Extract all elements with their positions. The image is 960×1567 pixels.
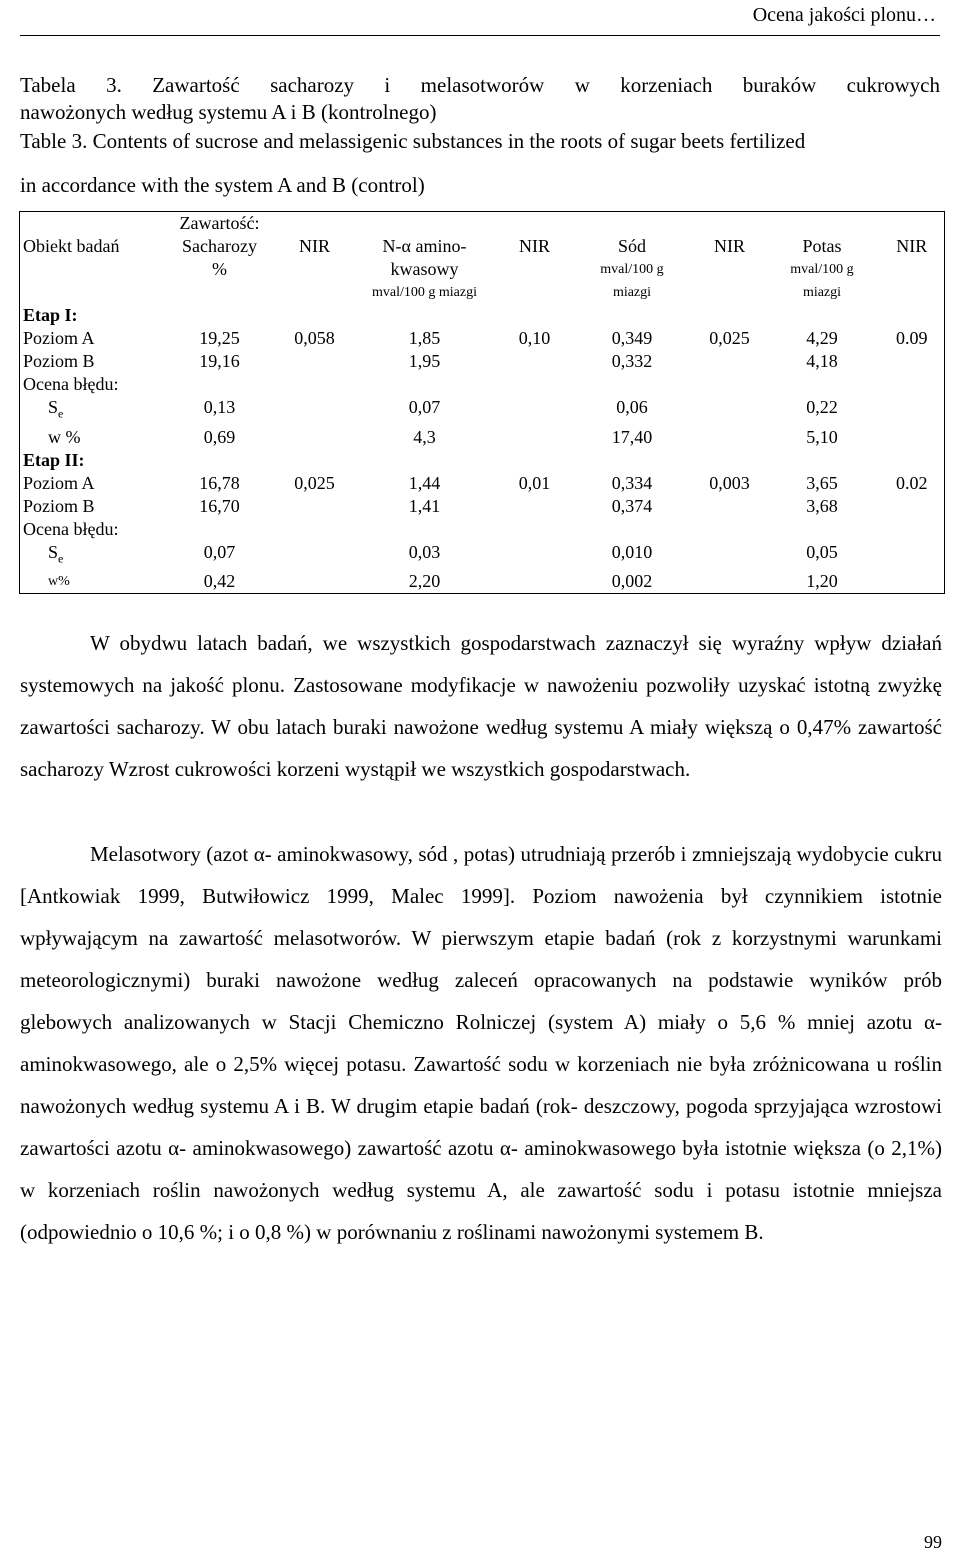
header-sacharozy: Sacharozy (182, 236, 257, 256)
table-row (20, 495, 945, 518)
table-row (20, 426, 945, 449)
table-cell (280, 541, 350, 571)
header-potas-miazgi: miazgi (802, 285, 842, 300)
table-cell (500, 426, 570, 449)
table-cell: 0,025 (709, 328, 750, 348)
table-cell: 1,41 (408, 495, 441, 516)
table-cell: 0,349 (611, 328, 653, 348)
table-cell: 1,20 (806, 571, 838, 592)
header-row-1 (20, 212, 945, 236)
header-nir-3: NIR (714, 236, 745, 256)
table-cell (280, 350, 350, 373)
table-cell (280, 449, 350, 472)
table-row (20, 373, 945, 396)
table-cell (280, 304, 350, 327)
table-cell (280, 518, 350, 541)
header-sod-miazgi: miazgi (612, 285, 652, 300)
table-cell (500, 396, 570, 426)
row-label: Etap I: (23, 305, 78, 325)
row-label: Ocena błędu: (23, 374, 119, 394)
header-row-4 (20, 281, 945, 304)
table-cell: 0,025 (294, 472, 335, 493)
table-cell (280, 426, 350, 449)
row-label: Poziom A (23, 328, 95, 348)
table-cell: 16,70 (199, 495, 240, 516)
data-table (19, 211, 945, 594)
header-potas-unit: mval/100 g (790, 262, 854, 277)
table-cell: 0,003 (709, 472, 750, 493)
row-label: w % (48, 426, 81, 447)
table-caption-pl-line1: Tabela 3. Zawartość sacharozy i melasotworów w korzeniach buraków cukrowych (20, 73, 940, 97)
header-row-3 (20, 258, 945, 281)
row-label: $S_e$ (48, 541, 64, 566)
table-cell: 4,3 (413, 426, 436, 447)
table-cell (695, 350, 765, 373)
table-cell: 0,01 (518, 472, 551, 493)
table-cell (695, 518, 765, 541)
header-sod: Sód (617, 236, 646, 256)
table-row (20, 449, 945, 472)
table-cell (500, 541, 570, 571)
table-row (20, 570, 945, 594)
row-label: Etap II: (23, 449, 85, 470)
table-cell: 0,42 (203, 571, 236, 592)
table-cell (280, 495, 350, 518)
table-cell (880, 541, 945, 571)
header-amino-unit: mval/100 g miazgi (372, 285, 477, 300)
table-row (20, 541, 945, 571)
table-cell: 17,40 (611, 426, 653, 447)
table-caption-en-line2: in accordance with the system A and B (control) (20, 173, 425, 197)
header-kwasowy: kwasowy (390, 259, 459, 279)
table-cell (880, 449, 945, 472)
table-cell (695, 396, 765, 426)
table-cell: 0,13 (203, 397, 236, 417)
running-head: Ocena jakości plonu… (752, 4, 936, 26)
table-cell: 19,25 (199, 328, 240, 348)
table-cell: 0,332 (611, 351, 653, 371)
body-paragraph-2: Melasotwory (azot α- aminokwasowy, sód , potas) utrudniają przerób i zmniejszają wydobycie cukru [Antkowiak 1999, Butwiłowicz 1999, Malec 1999]. Poziom nawożenia był czynnikiem istotnie wpływającym na zawartość melasotworów. W pierwszym etapie badań (rok z korzystnymi warunkami meteorologicznymi) buraki nawożone według zaleceń opracowanych na podstawie wyników prób glebowych analizowanych w Stacji Chemiczno Rolniczej (system A) miały o 5,6 % mniej azotu α- aminokwasowego, ale o 2,5% więcej potasu. Zawartość sodu w korzeniach nie była zróżnicowana u roślin nawożonych według systemu A i B. W drugim etapie badań (rok- deszczowy, pogoda sprzyjająca wzrostowi zawartości azotu α- aminokwasowego) zawartość azotu α- aminokwasowego była istotnie większa (o 2,1%) w korzeniach roślin nawożonych według systemu A, ale zawartość sodu i potasu istotnie mniejsza (odpowiednio o 10,6 %; i o 0,8 %) w porównaniu z roślinami nawożonymi systemem B. (20, 842, 942, 1244)
table-cell (695, 449, 765, 472)
table-cell (500, 350, 570, 373)
table-cell (695, 373, 765, 396)
table-cell: 0,69 (203, 426, 236, 447)
table-cell (500, 518, 570, 541)
table-caption-pl-line2: nawożonych według systemu A i B (kontrolnego) (20, 100, 437, 124)
table-cell (570, 518, 695, 541)
table-row (20, 472, 945, 495)
table-cell: 0,07 (408, 397, 441, 417)
table-cell (500, 373, 570, 396)
table-cell: 0,334 (611, 472, 653, 493)
table-cell (695, 304, 765, 327)
header-row-2 (20, 235, 945, 258)
table-cell (765, 304, 880, 327)
table-cell (500, 449, 570, 472)
header-nir-4: NIR (896, 236, 928, 256)
row-label: Ocena błędu: (23, 518, 119, 539)
table-cell (695, 495, 765, 518)
table-row (20, 350, 945, 373)
table-cell: 0,05 (806, 541, 838, 562)
table-cell: 0,374 (611, 495, 653, 516)
table-cell (160, 373, 280, 396)
table-cell (160, 304, 280, 327)
table-cell (500, 495, 570, 518)
row-label: w% (48, 574, 70, 590)
header-zawartosc: Zawartość: (179, 213, 260, 233)
table-cell (880, 373, 945, 396)
table-cell (695, 541, 765, 571)
table-cell (500, 304, 570, 327)
row-label: Poziom B (23, 351, 95, 371)
table-cell: 1,85 (408, 328, 441, 348)
table-cell: 4,29 (806, 328, 838, 348)
table-cell (500, 570, 570, 594)
table-cell: 2,20 (408, 571, 441, 592)
table-cell: 0,22 (806, 397, 838, 417)
table-cell (350, 449, 500, 472)
table-cell (350, 518, 500, 541)
table-cell (880, 495, 945, 518)
table-cell (880, 570, 945, 594)
table-row (20, 327, 945, 350)
table-cell (880, 304, 945, 327)
table-cell (350, 373, 500, 396)
table-cell: 16,78 (199, 472, 240, 493)
table-cell (880, 518, 945, 541)
table-cell (570, 373, 695, 396)
table-cell: 0,010 (611, 541, 653, 562)
table-cell: 1,95 (408, 351, 441, 371)
table-row (20, 396, 945, 426)
table-cell: 0.02 (896, 472, 928, 493)
table-cell: 3,65 (806, 472, 838, 493)
table-cell: 0,002 (611, 571, 653, 592)
header-potas: Potas (802, 236, 842, 256)
table-cell (695, 426, 765, 449)
table-cell (765, 449, 880, 472)
table-cell (280, 373, 350, 396)
table-cell (350, 304, 500, 327)
row-label: $S_e$ (48, 397, 64, 421)
table-cell (880, 426, 945, 449)
table-cell (880, 396, 945, 426)
header-percent: % (212, 259, 227, 279)
header-obiekt: Obiekt badań (23, 236, 120, 256)
table-cell: 0,07 (203, 541, 236, 562)
header-nir-1: NIR (299, 236, 330, 256)
table-cell (880, 350, 945, 373)
table-cell (765, 373, 880, 396)
table-cell: 1,44 (408, 472, 441, 493)
table-cell: 0,06 (616, 397, 648, 417)
table-cell (695, 570, 765, 594)
table-cell (160, 518, 280, 541)
alpha-symbol: α (401, 236, 411, 256)
table-cell: 5,10 (806, 426, 838, 447)
table-row (20, 518, 945, 541)
table-cell: 0.09 (896, 328, 928, 348)
header-sod-unit: mval/100 g (600, 262, 664, 277)
row-label: Poziom B (23, 495, 95, 516)
body-paragraph-1: W obydwu latach badań, we wszystkich gospodarstwach zaznaczył się wyraźny wpływ działań systemowych na jakość plonu. Zastosowane modyfikacje w nawożeniu pozwoliły uzyskać istotną zwyżkę zawartości sacharozy. W obu latach buraki nawożone według systemu A miały większą o 0,47% zawartość sacharozy Wzrost cukrowości korzeni wystąpił we wszystkich gospodarstwach. (20, 631, 942, 781)
table-row (20, 304, 945, 327)
table-cell (570, 449, 695, 472)
header-amino: N-α amino- (382, 236, 467, 256)
table-caption-en-line1: Table 3. Contents of sucrose and melassigenic substances in the roots of sugar beets fertilized (20, 129, 806, 153)
table-cell: 0,10 (518, 328, 551, 348)
table-cell: 0,058 (294, 328, 335, 348)
table-cell (765, 518, 880, 541)
table-cell: 4,18 (806, 351, 838, 371)
row-label: Poziom A (23, 472, 95, 493)
table-cell: 3,68 (806, 495, 838, 516)
table-cell (280, 570, 350, 594)
header-nir-2: NIR (519, 236, 550, 256)
header-rule (20, 35, 940, 36)
table-cell: 19,16 (199, 351, 240, 371)
table-cell (160, 449, 280, 472)
page-number: 99 (924, 1532, 942, 1552)
table-cell: 0,03 (408, 541, 441, 562)
table-cell (570, 304, 695, 327)
table-cell (280, 396, 350, 426)
